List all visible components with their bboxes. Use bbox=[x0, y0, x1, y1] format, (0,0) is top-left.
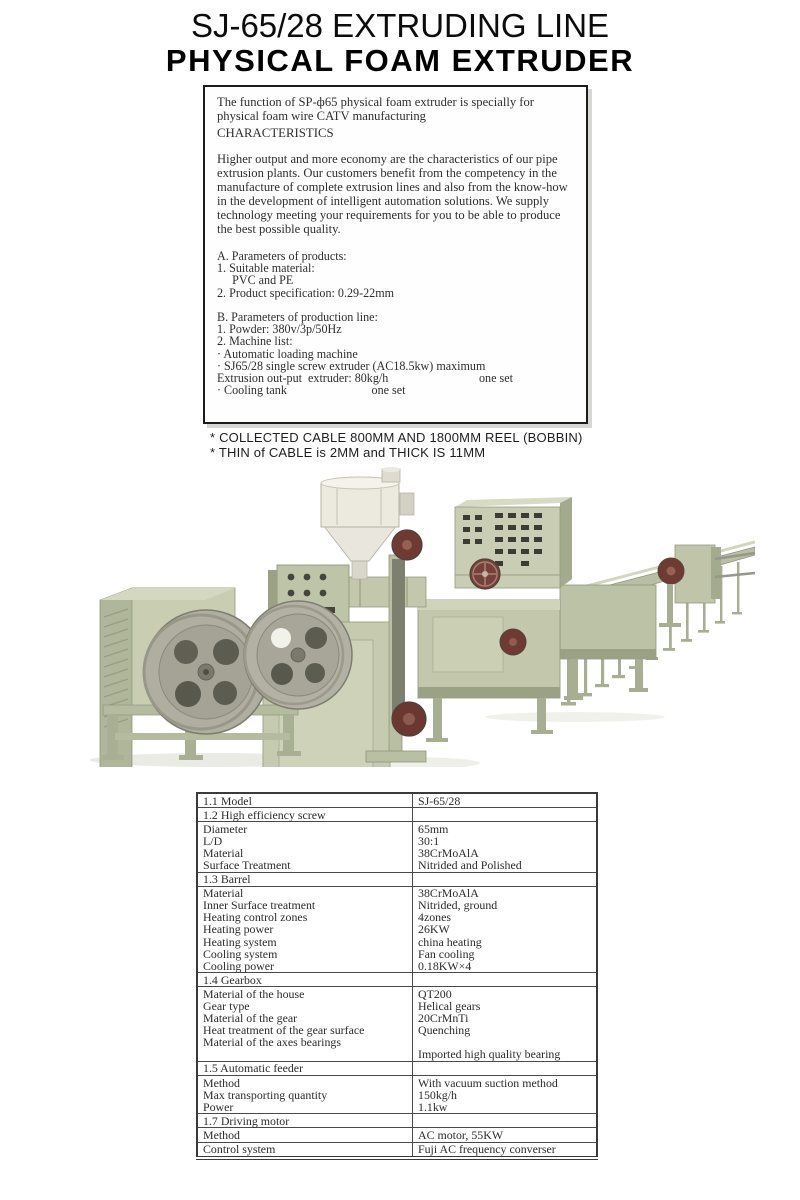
spec-label-cell: 1.3 Barrel bbox=[197, 872, 413, 886]
spec-value-cell bbox=[413, 872, 598, 886]
parameter-line: 2. Product specification: 0.29-22mm bbox=[217, 285, 395, 300]
table-row bbox=[197, 1142, 597, 1158]
parameter-line: 1. Suitable material: bbox=[217, 261, 315, 276]
machine-photo bbox=[55, 467, 755, 767]
bobbin-wheel bbox=[244, 601, 352, 709]
shadow bbox=[485, 712, 665, 722]
spec-value-cell bbox=[413, 1114, 598, 1128]
spec-value-cell bbox=[413, 808, 598, 822]
spec-value-cell bbox=[413, 973, 598, 987]
parameter-line: 2. Machine list: bbox=[217, 334, 293, 349]
spec-value-cell: Fuji AC frequency converser bbox=[413, 1142, 598, 1158]
spec-section bbox=[196, 792, 598, 1160]
spec-value-cell: SJ-65/28 bbox=[413, 793, 598, 808]
spec-value-cell bbox=[413, 1061, 598, 1075]
parameter-line: · SJ65/28 single screw extruder (AC18.5kw) maximum bbox=[217, 358, 486, 373]
table-row bbox=[197, 886, 597, 973]
spec-value-cell: AC motor, 55KW bbox=[413, 1128, 598, 1142]
parameter-line: · Automatic loading machine bbox=[217, 346, 358, 361]
spec-value-cell: QT200 Helical gears 20CrMnTi Quenching Imported high quality bearing bbox=[413, 987, 598, 1062]
spec-label-cell: 1.1 Model bbox=[197, 793, 413, 808]
parameter-line: B. Parameters of production line: bbox=[217, 310, 378, 325]
spec-label-cell: 1.5 Automatic feeder bbox=[197, 1061, 413, 1075]
note-line: * COLLECTED CABLE 800MM AND 1800MM REEL (BOBBIN) bbox=[210, 430, 583, 445]
intro-text: The function of SP-ф65 physical foam extruder is specially for physical foam wire CATV manufacturing bbox=[217, 95, 534, 123]
spec-value-cell: 38CrMoAlA Nitrided, ground 4zones 26KW china heating Fan cooling 0.18KW×4 bbox=[413, 886, 598, 973]
table-row bbox=[197, 987, 597, 1062]
table-row bbox=[197, 1061, 597, 1075]
page-subtitle: PHYSICAL FOAM EXTRUDER bbox=[165, 43, 635, 78]
page-title: SJ-65/28 EXTRUDING LINE bbox=[190, 7, 610, 44]
spec-label-cell: 1.7 Driving motor bbox=[197, 1114, 413, 1128]
parameter-line: PVC and PE bbox=[217, 273, 294, 288]
spec-label-cell: Method bbox=[197, 1128, 413, 1142]
info-box bbox=[203, 85, 588, 424]
parameters-text bbox=[217, 250, 576, 396]
table-row bbox=[197, 973, 597, 987]
spec-label-cell: Material of the house Gear type Material of the gear Heat treatment of the gear surface Material of the axes bearings bbox=[197, 987, 413, 1062]
characteristics-heading: CHARACTERISTICS bbox=[217, 126, 334, 140]
table-row bbox=[197, 872, 597, 886]
table-row bbox=[197, 1114, 597, 1128]
parameter-line: A. Parameters of products: bbox=[217, 249, 347, 263]
notes bbox=[210, 430, 583, 460]
spoked-handwheel bbox=[470, 559, 500, 589]
parameter-line: Extrusion out-put extruder: 80kg/h one set bbox=[217, 371, 513, 386]
spec-label-cell: 1.2 High efficiency screw bbox=[197, 808, 413, 822]
table-row bbox=[197, 822, 597, 872]
extrusion-line-illustration bbox=[55, 467, 755, 767]
table-row bbox=[197, 1128, 597, 1142]
spec-value-cell: With vacuum suction method 150kg/h 1.1kw bbox=[413, 1076, 598, 1114]
spec-table-body bbox=[197, 793, 597, 1158]
extruder-rear-section bbox=[560, 585, 656, 700]
parameter-line: · Cooling tank one set bbox=[217, 383, 406, 398]
parameter-line: 1. Powder: 380v/3p/50Hz bbox=[217, 322, 342, 337]
spec-table bbox=[196, 792, 598, 1160]
spec-label-cell: Method Max transporting quantity Power bbox=[197, 1076, 413, 1114]
table-row bbox=[197, 808, 597, 822]
table-row bbox=[197, 1076, 597, 1114]
spec-label-cell: Control system bbox=[197, 1142, 413, 1158]
spec-label-cell: Material Inner Surface treatment Heating control zones Heating power Heating system Cooling system Cooling power bbox=[197, 886, 413, 973]
table-row bbox=[197, 793, 597, 808]
note-line: * THIN of CABLE is 2MM and THICK IS 11MM bbox=[210, 445, 486, 460]
characteristics-body: Higher output and more economy are the characteristics of our pipe extrusion plants. Our customers benefit from the competency in the manufacture of complete extrusion lines and also from the know-how in the development of intelligent automation solutions. We supply technology meeting your requirements for you to be able to produce the best possible quality. bbox=[217, 152, 568, 236]
spec-label-cell: 1.4 Gearbox bbox=[197, 973, 413, 987]
spec-value-cell: 65mm 30:1 38CrMoAlA Nitrided and Polished bbox=[413, 822, 598, 872]
spec-label-cell: Diameter L/D Material Surface Treatment bbox=[197, 822, 413, 872]
